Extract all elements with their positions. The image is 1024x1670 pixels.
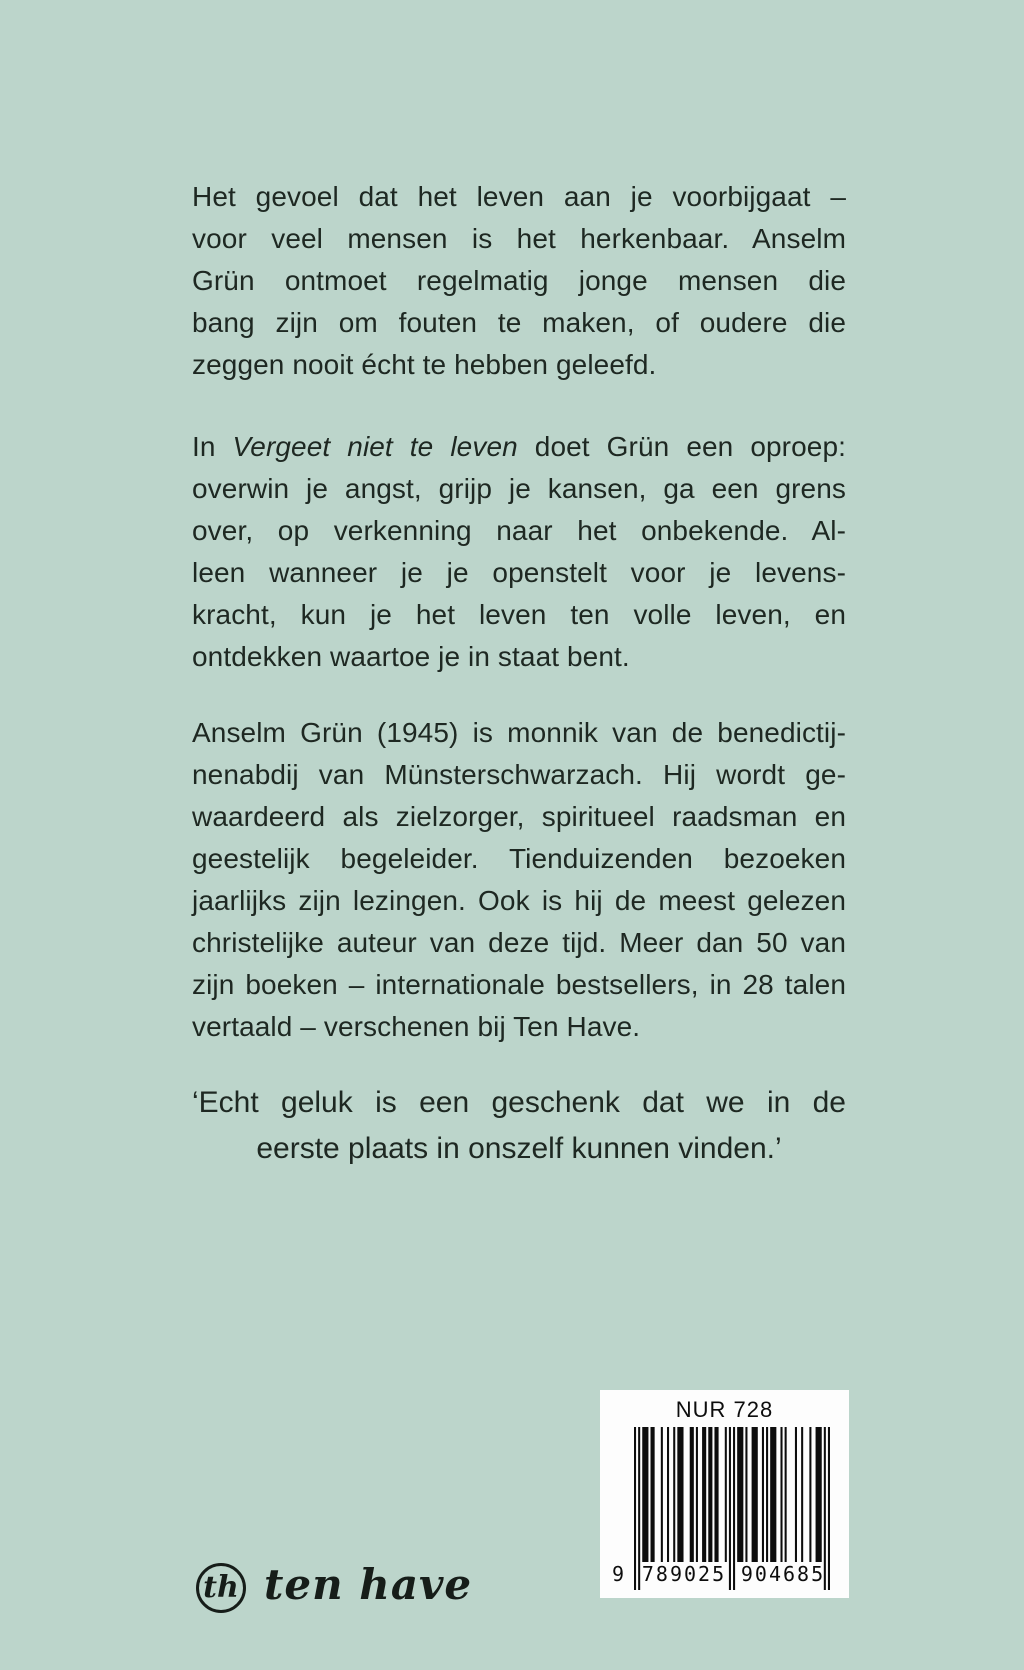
text-line: ontdekken waartoe je in staat bent. — [192, 641, 630, 672]
text-line: Grün ontmoet regelmatig jonge mensen die — [192, 265, 846, 296]
text-line: voor veel mensen is het herkenbaar. Anselm — [192, 223, 846, 254]
barcode-panel — [600, 1390, 849, 1598]
text-line: zijn boeken – internationale bestsellers, in 28 talen — [192, 969, 846, 1000]
paragraph-author-bio — [192, 712, 846, 1048]
pull-quote — [192, 1080, 846, 1172]
text-line — [192, 426, 846, 468]
ean-digit-group1: 789025 — [641, 1562, 727, 1586]
text-segment: In — [192, 431, 233, 462]
text-line: geestelijk begeleider. Tienduizenden bezoeken — [192, 843, 846, 874]
text-line: overwin je angst, grijp je kansen, ga een grens — [192, 473, 846, 504]
monogram-letters: th — [203, 1570, 239, 1605]
text-line: Anselm Grün (1945) is monnik van de benedictij- — [192, 717, 846, 748]
text-line: kracht, kun je het leven ten volle leven, en — [192, 599, 846, 630]
text-line: christelijke auteur van deze tijd. Meer dan 50 van — [192, 927, 846, 958]
publisher-name: ten have — [264, 1560, 473, 1609]
text-line: over, op verkenning naar het onbekende. Al- — [192, 515, 846, 546]
text-line: jaarlijks zijn lezingen. Ook is hij de meest gelezen — [192, 885, 846, 916]
ean-digit-group2: 904685 — [740, 1562, 826, 1586]
ean-digit-prefix: 9 — [611, 1562, 625, 1586]
quote-line: eerste plaats in onszelf kunnen vinden.’ — [256, 1132, 782, 1165]
text-line: leen wanneer je je openstelt voor je levens- — [192, 557, 846, 588]
book-title: Vergeet niet te leven — [232, 431, 518, 462]
text-line: bang zijn om fouten te maken, of oudere die — [192, 307, 846, 338]
text-line: waardeerd als zielzorger, spiritueel raadsman en — [192, 801, 846, 832]
quote-line: ‘Echt geluk is een geschenk dat we in de — [192, 1086, 846, 1119]
paragraph-book-description — [192, 426, 846, 678]
paragraph-intro — [192, 176, 846, 386]
text-line: vertaald – verschenen bij Ten Have. — [192, 1011, 641, 1042]
text-line: nenabdij van Münsterschwarzach. Hij wordt ge- — [192, 759, 846, 790]
publisher-logo — [196, 1546, 472, 1624]
text-segment: doet Grün een oproep: — [517, 431, 846, 462]
text-line: Het gevoel dat het leven aan je voorbijgaat – — [192, 181, 846, 212]
nur-label: NUR 728 — [675, 1397, 774, 1422]
th-monogram-icon — [196, 1563, 246, 1613]
text-line: zeggen nooit écht te hebben geleefd. — [192, 349, 657, 380]
